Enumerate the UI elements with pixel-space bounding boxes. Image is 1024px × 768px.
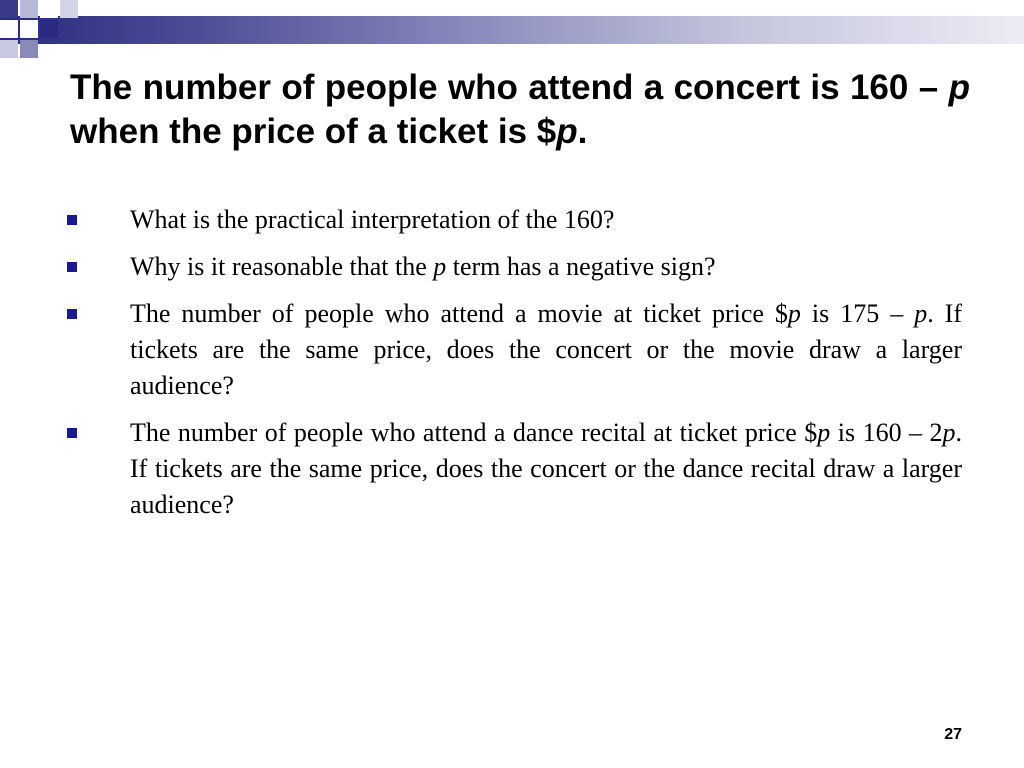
list-item-text: is 175 – bbox=[800, 299, 915, 328]
list-item-text: What is the practical interpretation of the 160? bbox=[130, 205, 615, 234]
list-item-variable: p bbox=[817, 418, 831, 447]
list-item-text: . If tickets are the same price, does the concert or the dance recital draw a larger audience? bbox=[130, 418, 963, 519]
list-item-text: Why is it reasonable that the bbox=[130, 252, 434, 281]
list-item-variable: p bbox=[787, 299, 801, 328]
square-bullet-icon bbox=[67, 428, 77, 438]
list-item-text: The number of people who attend a dance recital at ticket price $ bbox=[130, 418, 818, 447]
page-number: 27 bbox=[944, 726, 962, 743]
list-item bbox=[62, 296, 962, 404]
title-text: . bbox=[577, 112, 588, 151]
question-list bbox=[62, 202, 962, 534]
corner-square-white bbox=[0, 20, 18, 38]
corner-square-dark bbox=[40, 20, 58, 38]
list-item bbox=[62, 415, 962, 523]
header-band bbox=[0, 16, 1024, 44]
square-bullet-icon bbox=[67, 262, 77, 272]
list-item-text: term has a negative sign? bbox=[446, 252, 716, 281]
corner-square-pale bbox=[60, 0, 78, 18]
slide-title bbox=[70, 66, 970, 154]
corner-square-mid bbox=[20, 40, 38, 58]
list-item-text: is 160 – 2 bbox=[830, 418, 943, 447]
corner-square-white bbox=[20, 20, 38, 38]
corner-square-light bbox=[20, 0, 38, 18]
list-item bbox=[62, 202, 962, 238]
list-item bbox=[62, 249, 962, 285]
square-bullet-icon bbox=[67, 215, 77, 225]
list-item-variable: p bbox=[914, 299, 928, 328]
square-bullet-icon bbox=[67, 309, 77, 319]
corner-square-white bbox=[40, 0, 58, 18]
list-item-text: The number of people who attend a movie at ticket price $ bbox=[130, 299, 788, 328]
title-text: The number of people who attend a concert is 160 – bbox=[70, 68, 949, 107]
list-item-variable: p bbox=[433, 252, 447, 281]
list-item-variable: p bbox=[942, 418, 956, 447]
list-item-text: . If tickets are the same price, does the concert or the movie draw a larger audience? bbox=[130, 299, 963, 400]
corner-square-light bbox=[0, 40, 18, 58]
title-variable: p bbox=[556, 112, 578, 151]
title-text: when the price of a ticket is $ bbox=[70, 112, 557, 151]
title-variable: p bbox=[948, 68, 970, 107]
corner-square-dark bbox=[0, 0, 18, 18]
